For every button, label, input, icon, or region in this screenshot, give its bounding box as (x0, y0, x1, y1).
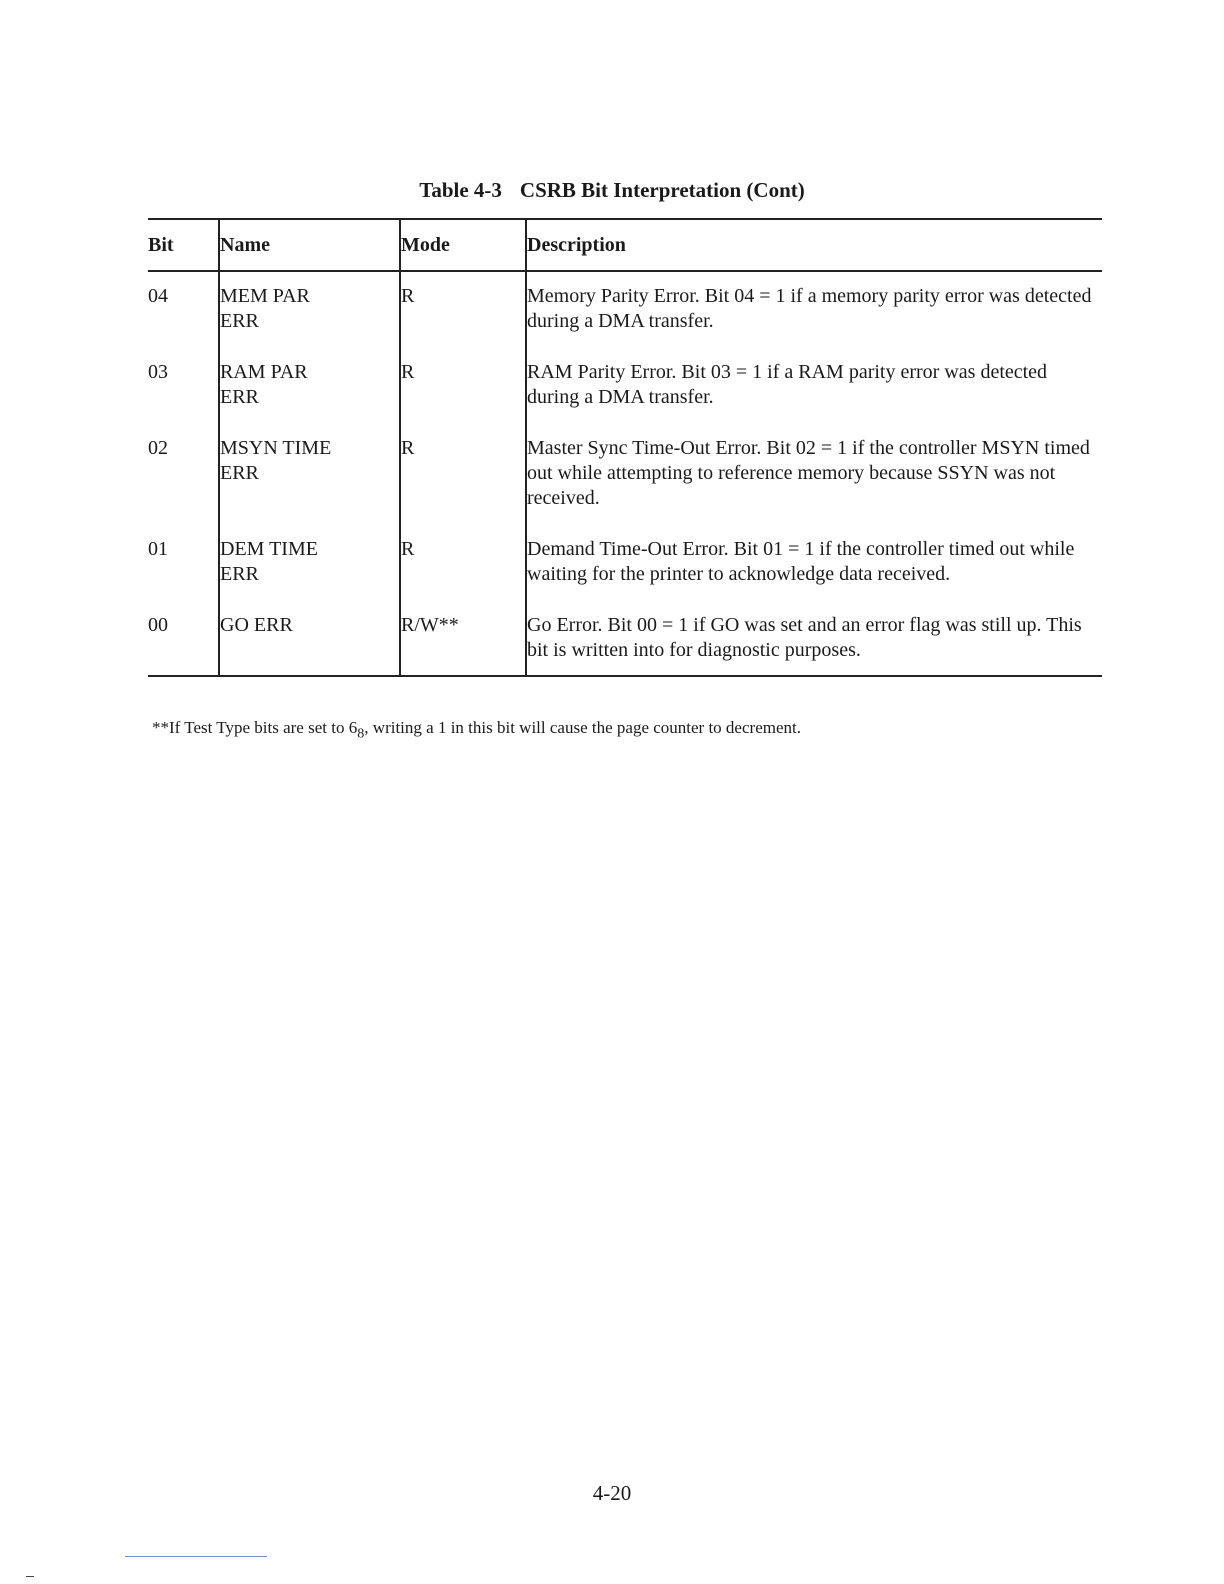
name-cell (219, 436, 400, 537)
table-row (148, 436, 1102, 537)
name-line: ERR (220, 310, 259, 332)
description-cell: Master Sync Time-Out Error. Bit 02 = 1 if the controller MSYN timed out while attempting to reference memory because SSYN was not received. (526, 436, 1102, 537)
csrb-bit-table (148, 218, 1102, 677)
table-footnote (152, 718, 801, 742)
table-row (148, 271, 1102, 360)
header-mode: Mode (400, 219, 526, 271)
mode-cell: R/W** (400, 613, 526, 676)
bit-cell: 01 (148, 538, 168, 560)
mode-cell: R (400, 271, 526, 360)
bit-cell: 04 (148, 285, 168, 307)
footnote-subscript: 8 (357, 725, 365, 742)
table-title: CSRB Bit Interpretation (Cont) (519, 178, 805, 202)
description-cell: RAM Parity Error. Bit 03 = 1 if a RAM parity error was detected during a DMA transfer. (526, 360, 1102, 436)
name-cell (219, 360, 400, 436)
header-description: Description (526, 219, 1102, 271)
name-line: DEM TIME (220, 538, 318, 560)
bit-cell: 03 (148, 361, 168, 383)
name-line: RAM PAR (220, 361, 308, 383)
name-cell (219, 537, 400, 613)
name-line: ERR (220, 462, 259, 484)
table-row (148, 613, 1102, 676)
description-cell: Memory Parity Error. Bit 04 = 1 if a memory parity error was detected during a DMA transfer. (526, 271, 1102, 360)
description-cell: Demand Time-Out Error. Bit 01 = 1 if the controller timed out while waiting for the printer to acknowledge data received. (526, 537, 1102, 613)
name-line: MSYN TIME (220, 437, 332, 459)
name-line: ERR (220, 563, 259, 585)
description-cell: Go Error. Bit 00 = 1 if GO was set and an error flag was still up. This bit is written into for diagnostic purposes. (526, 613, 1102, 676)
table-row (148, 537, 1102, 613)
name-line: MEM PAR (220, 285, 310, 307)
name-line: ERR (220, 386, 259, 408)
bit-cell: 02 (148, 437, 168, 459)
table-caption (0, 178, 1224, 203)
table-header-row (148, 219, 1102, 271)
page-number: 4-20 (592, 1481, 632, 1505)
bit-cell: 00 (148, 613, 219, 676)
name-line: GO ERR (220, 614, 293, 636)
mode-cell: R (400, 436, 526, 537)
header-name: Name (219, 219, 400, 271)
scan-artifact-line (125, 1556, 267, 1557)
header-bit: Bit (148, 219, 219, 271)
name-cell (219, 271, 400, 360)
mode-cell: R (400, 537, 526, 613)
table-number: Table 4-3 (419, 178, 502, 202)
name-cell (219, 613, 400, 676)
mode-cell: R (400, 360, 526, 436)
scan-artifact-mark (26, 1576, 34, 1577)
footnote-text-after: , writing a 1 in this bit will cause the page counter to decrement. (364, 718, 801, 737)
footnote-text-before: **If Test Type bits are set to 6 (152, 718, 358, 737)
table-row (148, 360, 1102, 436)
